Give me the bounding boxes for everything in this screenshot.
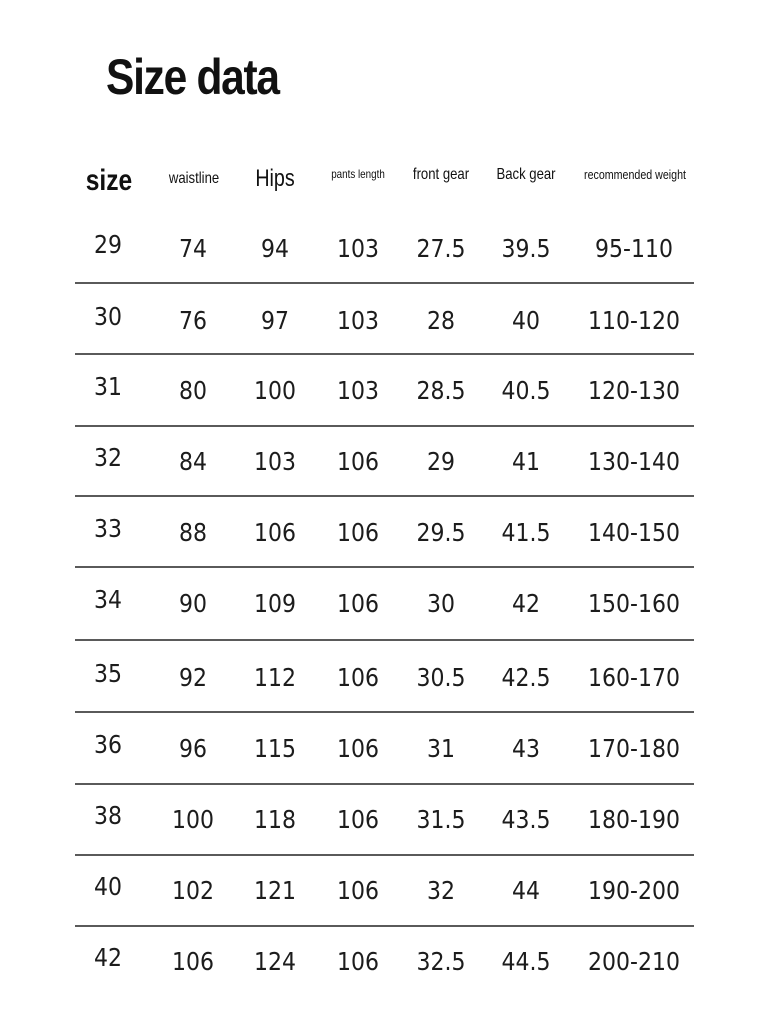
cell-back-gear (498, 234, 554, 263)
cell-value: 130-140 (588, 447, 680, 476)
cell-value: 140-150 (588, 518, 680, 547)
cell-value: 33 (94, 514, 122, 543)
cell-size (92, 730, 124, 759)
table-row (0, 943, 768, 977)
cell-pants-length (334, 663, 382, 692)
cell-hips (251, 518, 299, 547)
cell-value: 180-190 (588, 805, 680, 834)
cell-waistline (177, 306, 209, 335)
cell-value: 41 (512, 447, 540, 476)
cell-value: 30.5 (416, 663, 466, 692)
cell-waistline (177, 734, 209, 763)
cell-back-gear (498, 805, 554, 834)
cell-value: 42.5 (501, 663, 551, 692)
table-header (0, 160, 768, 200)
cell-value: 88 (179, 518, 207, 547)
cell-front-gear (425, 306, 457, 335)
cell-hips (251, 376, 299, 405)
cell-value: 106 (337, 734, 379, 763)
cell-value: 40.5 (501, 376, 551, 405)
cell-size (92, 872, 124, 901)
cell-hips (259, 306, 291, 335)
cell-size (92, 659, 124, 688)
cell-value: 106 (337, 876, 379, 905)
cell-front-gear (413, 663, 469, 692)
cell-recommended-weight (582, 518, 686, 547)
cell-value: 42 (94, 943, 122, 972)
cell-front-gear (413, 805, 469, 834)
cell-waistline (177, 663, 209, 692)
cell-back-gear (510, 447, 542, 476)
cell-recommended-weight (582, 734, 686, 763)
cell-value: 94 (261, 234, 289, 263)
cell-recommended-weight (582, 663, 686, 692)
cell-back-gear (510, 876, 542, 905)
cell-value: 103 (254, 447, 296, 476)
cell-value: 100 (254, 376, 296, 405)
cell-hips (251, 947, 299, 976)
cell-recommended-weight (582, 947, 686, 976)
cell-value: 118 (254, 805, 296, 834)
cell-hips (251, 734, 299, 763)
cell-waistline (169, 947, 217, 976)
cell-waistline (169, 805, 217, 834)
row-divider (75, 783, 694, 785)
cell-pants-length (334, 876, 382, 905)
cell-front-gear (425, 734, 457, 763)
cell-value: 80 (179, 376, 207, 405)
cell-value: 84 (179, 447, 207, 476)
header-back-gear: Back gear (496, 166, 556, 183)
cell-recommended-weight (582, 376, 686, 405)
row-divider (75, 282, 694, 284)
cell-pants-length (334, 234, 382, 263)
cell-pants-length (334, 734, 382, 763)
cell-front-gear (413, 947, 469, 976)
cell-waistline (169, 876, 217, 905)
cell-pants-length (334, 518, 382, 547)
cell-front-gear (413, 518, 469, 547)
cell-value: 28 (427, 306, 455, 335)
cell-value: 31.5 (416, 805, 466, 834)
cell-size (92, 585, 124, 614)
table-row (0, 730, 768, 764)
cell-pants-length (334, 589, 382, 618)
cell-value: 30 (427, 589, 455, 618)
cell-value: 29 (94, 230, 122, 259)
cell-recommended-weight (582, 589, 686, 618)
cell-value: 160-170 (588, 663, 680, 692)
cell-value: 27.5 (416, 234, 466, 263)
cell-value: 32 (94, 443, 122, 472)
cell-value: 106 (337, 589, 379, 618)
cell-recommended-weight (582, 306, 686, 335)
cell-back-gear (498, 518, 554, 547)
cell-value: 34 (94, 585, 122, 614)
cell-value: 106 (337, 947, 379, 976)
cell-size (92, 443, 124, 472)
cell-waistline (177, 376, 209, 405)
cell-value: 38 (94, 801, 122, 830)
cell-value: 40 (94, 872, 122, 901)
table-row (0, 801, 768, 835)
cell-back-gear (510, 734, 542, 763)
cell-size (92, 801, 124, 830)
cell-value: 106 (337, 805, 379, 834)
cell-value: 109 (254, 589, 296, 618)
cell-pants-length (334, 947, 382, 976)
table-row (0, 230, 768, 264)
cell-size (92, 302, 124, 331)
cell-value: 44.5 (501, 947, 551, 976)
cell-pants-length (334, 805, 382, 834)
cell-value: 103 (337, 376, 379, 405)
cell-value: 32 (427, 876, 455, 905)
cell-waistline (177, 518, 209, 547)
cell-value: 39.5 (501, 234, 551, 263)
table-row (0, 872, 768, 906)
cell-value: 120-130 (588, 376, 680, 405)
cell-hips (251, 589, 299, 618)
cell-value: 170-180 (588, 734, 680, 763)
cell-value: 115 (254, 734, 296, 763)
cell-pants-length (334, 447, 382, 476)
cell-value: 41.5 (501, 518, 551, 547)
header-recommended-weight: recommended weight (584, 167, 686, 182)
cell-size (92, 943, 124, 972)
cell-size (92, 372, 124, 401)
cell-recommended-weight (582, 876, 686, 905)
cell-value: 74 (179, 234, 207, 263)
cell-value: 43 (512, 734, 540, 763)
row-divider (75, 925, 694, 927)
cell-back-gear (510, 589, 542, 618)
header-hips: Hips (255, 165, 295, 192)
cell-value: 103 (337, 234, 379, 263)
table-row (0, 514, 768, 548)
cell-value: 95-110 (595, 234, 673, 263)
cell-value: 92 (179, 663, 207, 692)
header-waistline: waistline (168, 170, 220, 187)
row-divider (75, 854, 694, 856)
cell-value: 190-200 (588, 876, 680, 905)
cell-value: 106 (337, 518, 379, 547)
row-divider (75, 566, 694, 568)
table-row (0, 302, 768, 336)
cell-back-gear (498, 947, 554, 976)
cell-value: 35 (94, 659, 122, 688)
cell-front-gear (425, 876, 457, 905)
cell-front-gear (413, 376, 469, 405)
row-divider (75, 353, 694, 355)
cell-waistline (177, 234, 209, 263)
table-row (0, 372, 768, 406)
cell-value: 31 (94, 372, 122, 401)
cell-value: 121 (254, 876, 296, 905)
cell-value: 112 (254, 663, 296, 692)
cell-recommended-weight (582, 805, 686, 834)
cell-value: 44 (512, 876, 540, 905)
table-row (0, 443, 768, 477)
cell-value: 110-120 (588, 306, 680, 335)
cell-size (92, 514, 124, 543)
cell-value: 36 (94, 730, 122, 759)
cell-hips (251, 447, 299, 476)
cell-value: 102 (172, 876, 214, 905)
cell-back-gear (510, 306, 542, 335)
cell-value: 124 (254, 947, 296, 976)
cell-value: 28.5 (416, 376, 466, 405)
cell-value: 106 (337, 663, 379, 692)
cell-back-gear (498, 376, 554, 405)
page-title: Size data (106, 49, 279, 105)
cell-recommended-weight (582, 447, 686, 476)
cell-recommended-weight (590, 234, 679, 263)
cell-front-gear (425, 447, 457, 476)
cell-pants-length (334, 376, 382, 405)
cell-hips (251, 663, 299, 692)
table-row (0, 659, 768, 693)
cell-value: 29.5 (416, 518, 466, 547)
cell-front-gear (413, 234, 469, 263)
cell-value: 106 (254, 518, 296, 547)
cell-value: 150-160 (588, 589, 680, 618)
cell-value: 96 (179, 734, 207, 763)
row-divider (75, 711, 694, 713)
header-front-gear: front gear (412, 166, 470, 183)
cell-pants-length (334, 306, 382, 335)
cell-value: 106 (172, 947, 214, 976)
cell-value: 29 (427, 447, 455, 476)
cell-hips (251, 876, 299, 905)
cell-value: 103 (337, 306, 379, 335)
cell-value: 43.5 (501, 805, 551, 834)
header-size: size (85, 164, 133, 197)
cell-size (92, 230, 124, 259)
cell-value: 100 (172, 805, 214, 834)
cell-back-gear (498, 663, 554, 692)
header-pants-length: pants length (331, 167, 385, 181)
cell-value: 40 (512, 306, 540, 335)
row-divider (75, 425, 694, 427)
cell-value: 97 (261, 306, 289, 335)
row-divider (75, 495, 694, 497)
cell-value: 106 (337, 447, 379, 476)
cell-hips (251, 805, 299, 834)
cell-value: 200-210 (588, 947, 680, 976)
table-row (0, 585, 768, 619)
cell-hips (259, 234, 291, 263)
cell-value: 32.5 (416, 947, 466, 976)
row-divider (75, 639, 694, 641)
cell-waistline (177, 447, 209, 476)
cell-value: 90 (179, 589, 207, 618)
cell-value: 30 (94, 302, 122, 331)
cell-front-gear (425, 589, 457, 618)
cell-value: 31 (427, 734, 455, 763)
cell-waistline (177, 589, 209, 618)
cell-value: 42 (512, 589, 540, 618)
cell-value: 76 (179, 306, 207, 335)
